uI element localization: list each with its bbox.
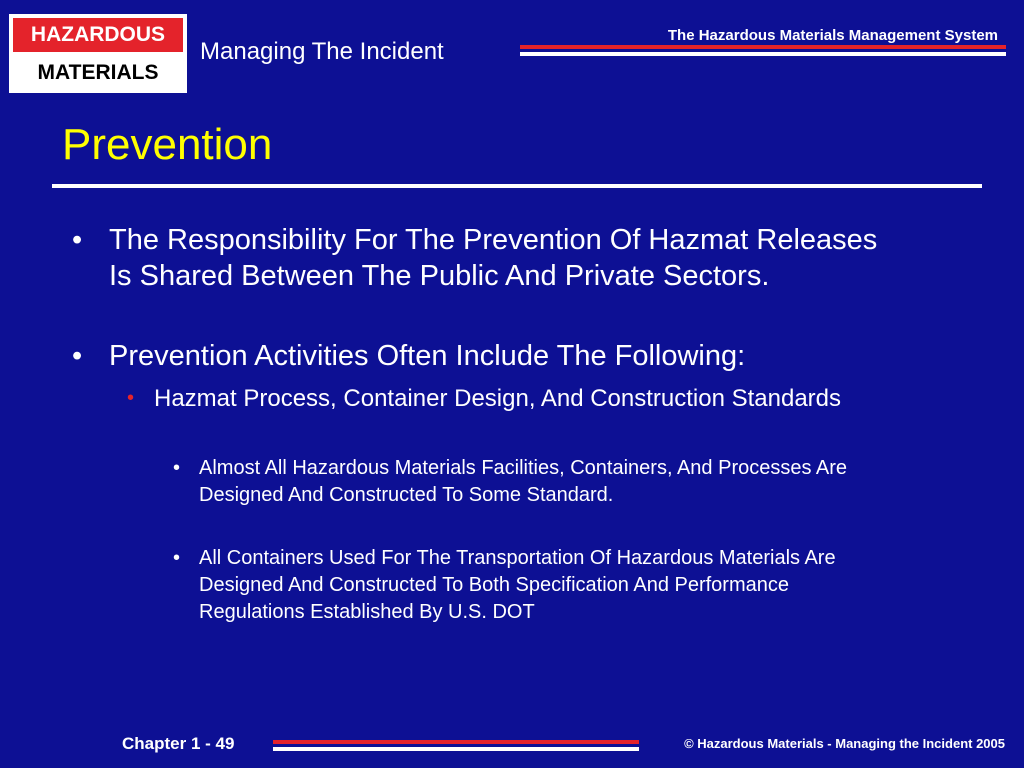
footer-rule-red [273, 740, 639, 744]
bullet-marker: • [72, 340, 83, 372]
header-rule-red [520, 45, 1006, 49]
header-rule-white [520, 52, 1006, 56]
bullet-marker: • [173, 457, 181, 479]
section-subtitle: Managing The Incident [200, 38, 444, 65]
bullet-text: The Responsibility For The Prevention Of Hazmat Releases Is Shared Between The Public And Private Sectors. [109, 224, 878, 292]
bullet-text: Almost All Hazardous Materials Facilities, Containers, And Processes Are Designed And Constructed To Some Standard. [199, 457, 848, 506]
slide-title: Prevention [62, 120, 273, 169]
bullet-marker-red: • [127, 387, 135, 409]
bullet-marker: • [72, 224, 83, 256]
bullet-text: All Containers Used For The Transportation Of Hazardous Materials Are Designed And Constructed To Both Specification And Performance Regulations Established By U.S. DOT [199, 547, 836, 623]
hazardous-materials-logo [9, 14, 187, 93]
bullet-marker: • [173, 547, 181, 569]
title-divider [52, 184, 982, 188]
page-number: Chapter 1 - 49 [122, 734, 235, 753]
logo-top-label: HAZARDOUS [13, 18, 183, 52]
system-title: The Hazardous Materials Management System [667, 27, 998, 44]
logo-bottom-label: MATERIALS [37, 61, 159, 84]
copyright-notice: © Hazardous Materials - Managing the Incident 2005 [684, 736, 1005, 751]
bullet-text: Prevention Activities Often Include The Following: [109, 340, 746, 372]
footer-rule-white [273, 747, 639, 751]
bullet-text: Hazmat Process, Container Design, And Construction Standards [154, 385, 842, 412]
